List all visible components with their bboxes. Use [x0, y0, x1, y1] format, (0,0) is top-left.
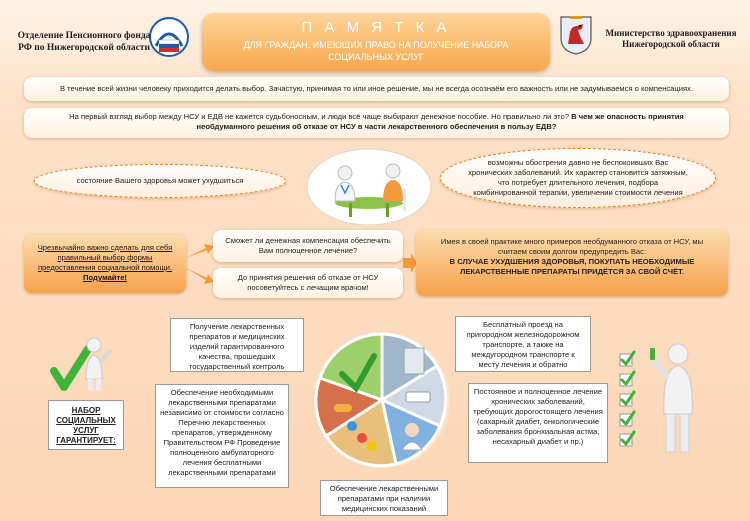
advice-arrows [186, 238, 216, 292]
chronic-risk-ellipse [440, 148, 716, 208]
service-indications: Обеспечение лекарственными препаратами при наличии медицинских показаний [320, 480, 448, 516]
intro-text: В течение всей жизни человеку приходится делать выбор. Зачастую, принимая то или иное решение, мы не всегда осознаём его важность или не задумываемся о компенсациях. [24, 77, 729, 101]
compensation-question: Сможет ли денежная компенсация обеспечить Вам полноценное лечение? [213, 230, 403, 262]
minzdrav-org-name: Министерство здравоохранения Нижегородской области [605, 28, 737, 49]
consult-doctor: До принятия решения об отказе от НСУ посоветуйтесь с лечащим врачом! [213, 268, 403, 298]
right-arrow [403, 253, 417, 273]
checklist-figure [616, 342, 716, 458]
pfr-org-name: Отделение Пенсионного фонда РФ по Нижегородской области [17, 31, 151, 53]
services-pie-collage [312, 330, 452, 470]
question-bold-text: В чем же опасность принятия необдуманного решения об отказе от НСУ в части лекарственного обеспечения в пользу ЕДВ? [196, 112, 684, 131]
health-risk-text: состояние Вашего здоровья может ухудшиться [76, 176, 244, 185]
service-chronic: Постоянное и полноценное лечение хронических заболеваний, требующих дорогостоящего лечения (сахарный диабет, онкологические заболевания бронхиальная астма, несахарный диабет и пр.) [468, 383, 608, 463]
doctor-patient-illustration [305, 145, 433, 225]
warning-box [416, 230, 728, 296]
service-quality-devices: Получение лекарственных препаратов и медицинских изделий гарантированного качества, прошедших государственный контроль [170, 318, 304, 372]
health-risk-ellipse [34, 164, 286, 198]
question-text: На первый взгляд выбор между НСУ и ЕДВ не кажется судьбоносным, и люди всё чаще выбирают денежное пособие. Но правильно ли это? [69, 112, 572, 121]
advice-bold-text: Подумайте! [83, 273, 127, 282]
warning-text: Имея в своей практике много примеров необдуманного отказа от НСУ, мы считаем своим долгом предупредить Вас: [440, 237, 704, 256]
page-subtitle: ДЛЯ ГРАЖДАН, ИМЕЮЩИХ ПРАВО НА ПОЛУЧЕНИЕ НАБОРА СОЦИАЛЬНЫХ УСЛУГ [243, 40, 509, 62]
advice-text: Чрезвычайно важно сделать для себя правильный выбор формы предоставления социальной помощи. [37, 243, 173, 272]
pfr-logo [148, 16, 190, 58]
chronic-risk-text: возможны обострения давно не беспокоивших Вас хронических заболеваний. Их характер становится затяжным, что потребует длительного лечения, подбора комбинированной терапии, увеличении стоимости лечения [468, 158, 688, 197]
page-title: П А М Я Т К А [301, 19, 451, 36]
warning-bold-text: В СЛУЧАЕ УХУДШЕНИЯ ЗДОРОВЬЯ, ПОКУПАТЬ НЕОБХОДИМЫЕ ЛЕКАРСТВЕННЫЕ ПРЕПАРАТЫ ПРИДЁТСЯ ЗА СВОЙ СЧЁТ. [449, 257, 695, 276]
advice-box [24, 235, 186, 293]
thumbs-up-figure [50, 335, 116, 393]
service-transport: Бесплатный проезд на пригородном железнодорожном транспорте, а также на междугородном транспорте к месту лечения и обратно [455, 316, 591, 372]
title-banner [202, 13, 550, 71]
service-drugs-list: Обеспечение необходимыми лекарственными препаратами независимо от стоимости согласно Перечню лекарственных препаратов, утвержденному Правительством РФ Проведение полноценного амбулаторного лечения бесплатными лекарственными препаратами [155, 384, 289, 488]
question-block [24, 108, 729, 138]
nizhny-coat-of-arms-icon [558, 14, 594, 56]
guarantee-label: НАБОР СОЦИАЛЬНЫХ УСЛУГ ГАРАНТИРУЕТ: [48, 400, 124, 450]
